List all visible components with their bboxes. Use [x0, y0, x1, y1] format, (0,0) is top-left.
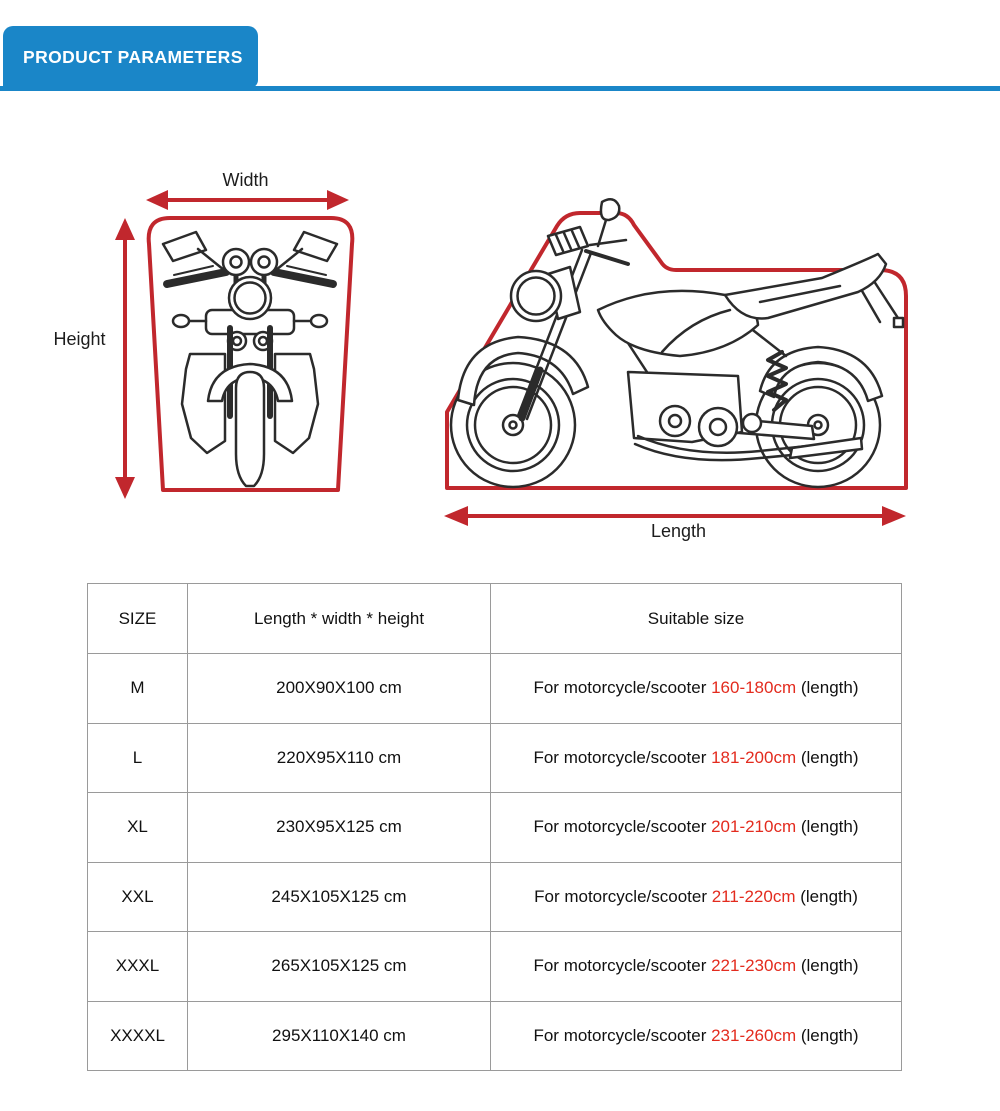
cell-suitable	[491, 793, 902, 863]
table-row	[88, 723, 902, 793]
cell-suitable	[491, 932, 902, 1002]
length-label: Length	[650, 521, 707, 541]
section-header-tab	[3, 26, 258, 88]
suitable-prefix: For motorcycle/scooter	[533, 747, 712, 767]
cell-suitable	[491, 1001, 902, 1071]
cell-suitable	[491, 862, 902, 932]
suitable-range: 181-200cm	[711, 747, 797, 767]
height-arrow	[115, 218, 135, 499]
mirror-left	[163, 232, 206, 261]
cell-suitable	[491, 723, 902, 793]
suitable-range: 201-210cm	[711, 817, 797, 837]
header-accent-line	[0, 86, 1000, 91]
col-header-dimensions: Length * width * height	[188, 584, 491, 654]
suitable-prefix: For motorcycle/scooter	[534, 886, 712, 906]
motorcycle-front-art	[163, 232, 337, 486]
width-label: Width	[222, 170, 269, 190]
cell-size: XXXL	[88, 932, 188, 1002]
front-wheel	[236, 372, 264, 486]
cell-dimensions: 200X90X100 cm	[188, 654, 491, 724]
motorcycle-side-art	[451, 199, 903, 487]
suitable-suffix: (length)	[796, 747, 859, 767]
size-table-body	[88, 654, 902, 1071]
table-row	[88, 932, 902, 1002]
side-view-diagram	[430, 190, 920, 555]
cell-dimensions: 295X110X140 cm	[188, 1001, 491, 1071]
cell-size: M	[88, 654, 188, 724]
suitable-suffix: (length)	[796, 1025, 859, 1045]
side-view-svg	[430, 190, 920, 550]
suitable-suffix: (length)	[796, 956, 859, 976]
suitable-prefix: For motorcycle/scooter	[533, 956, 712, 976]
cell-suitable	[491, 654, 902, 724]
size-table	[87, 583, 902, 1071]
suitable-prefix: For motorcycle/scooter	[533, 1025, 712, 1045]
cell-dimensions: 245X105X125 cm	[188, 862, 491, 932]
table-row	[88, 654, 902, 724]
seat-tail	[725, 254, 886, 319]
engine-right	[275, 354, 318, 453]
width-arrow	[146, 190, 349, 210]
cell-size: XL	[88, 793, 188, 863]
table-row	[88, 1001, 902, 1071]
suitable-range: 231-260cm	[711, 1025, 797, 1045]
suitable-suffix: (length)	[796, 678, 859, 698]
cell-dimensions: 220X95X110 cm	[188, 723, 491, 793]
table-row	[88, 862, 902, 932]
cell-dimensions: 265X105X125 cm	[188, 932, 491, 1002]
suitable-prefix: For motorcycle/scooter	[533, 678, 712, 698]
suitable-range: 160-180cm	[711, 678, 797, 698]
suitable-suffix: (length)	[795, 886, 858, 906]
engine-left	[182, 354, 225, 453]
cell-dimensions: 230X95X125 cm	[188, 793, 491, 863]
height-label: Height	[53, 329, 106, 349]
size-table-header	[88, 584, 902, 654]
cell-size: XXL	[88, 862, 188, 932]
suitable-range: 221-230cm	[711, 956, 797, 976]
cell-size: L	[88, 723, 188, 793]
page-title: PRODUCT PARAMETERS	[23, 46, 243, 67]
table-row	[88, 793, 902, 863]
suitable-suffix: (length)	[796, 817, 859, 837]
col-header-suitable: Suitable size	[491, 584, 902, 654]
col-header-size: SIZE	[88, 584, 188, 654]
cell-size: XXXXL	[88, 1001, 188, 1071]
mirror-right	[294, 232, 337, 261]
suitable-range: 211-220cm	[711, 886, 796, 906]
suitable-prefix: For motorcycle/scooter	[533, 817, 712, 837]
mirror-side	[601, 199, 619, 220]
header-row	[88, 584, 902, 654]
